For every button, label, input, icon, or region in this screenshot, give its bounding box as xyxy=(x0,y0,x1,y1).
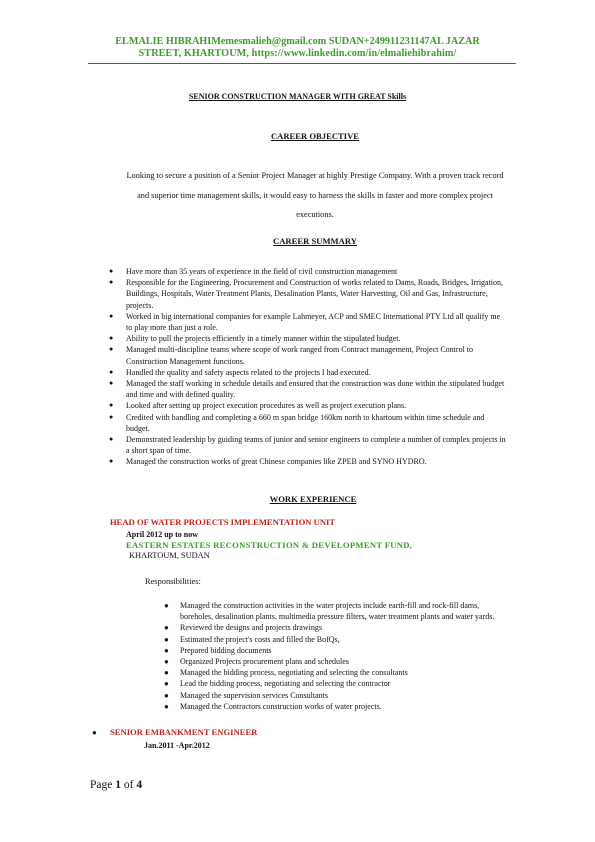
job-title-2: SENIOR EMBANKMENT ENGINEER xyxy=(110,727,258,737)
resume-title: SENIOR CONSTRUCTION MANAGER WITH GREAT Skills xyxy=(188,92,407,101)
job-date-2: Jan.2011 -Apr.2012 xyxy=(144,741,210,750)
page-total: 4 xyxy=(136,779,143,791)
summary-item-text: Responsible for the Engineering, Procurement and Construction of works related to Dams, Roads, Bridges, Irrigation, Buildings, Hospitals, Water Treatment Plants, Desalination Plants, Water Harvesting, Oil and Gas, Infrastructure, projects. xyxy=(126,278,504,310)
bullet-icon: ● xyxy=(164,623,169,633)
responsibility-item-text: Prepared bidding documents xyxy=(180,645,272,655)
summary-item-text: Worked in big international companies for example Lahmeyer, ACP and SMEC International PTY Ltd all qualify me to play more than just a role. xyxy=(126,311,501,333)
summary-item-text: Have more than 35 years of experience in the field of civil construction management xyxy=(126,267,398,276)
summary-item-text: Managed multi-discipline teams where scope of work ranged from Contract management, Project Control to Construction Management functions. xyxy=(126,345,474,366)
responsibility-item-text: Managed the bidding process, negotiating and selecting the consultants xyxy=(180,668,408,678)
responsibility-item xyxy=(163,622,508,633)
page-word: Page xyxy=(90,779,113,791)
bullet-icon: ● xyxy=(164,701,169,711)
responsibility-item-text: Managed the supervision services Consultants xyxy=(180,690,328,700)
responsibility-item xyxy=(163,600,508,622)
summary-item-text: Managed the construction works of great Chinese companies like ZPEB and SYNO HYDRO. xyxy=(126,457,427,467)
bullet-icon: ● xyxy=(109,379,114,388)
bullet-icon: ● xyxy=(109,334,114,343)
summary-item xyxy=(108,378,508,400)
bullet-icon: ● xyxy=(92,728,97,737)
bullet-icon: ● xyxy=(164,690,169,700)
contact-header xyxy=(60,36,535,60)
bullet-icon: ● xyxy=(109,457,114,466)
job-date: April 2012 up to now xyxy=(126,530,199,539)
summary-item xyxy=(108,266,508,277)
of-word: of xyxy=(123,779,134,791)
summary-item-text: Handled the quality and safety aspects related to the projects I had executed. xyxy=(126,367,371,377)
summary-item-text: Demonstrated leadership by guiding teams of junior and senior engineers to complete a number of complex projects in a short span of time. xyxy=(126,435,506,456)
employer-name: EASTERN ESTATES RECONSTRUCTION & DEVELOPMENT FUND, xyxy=(126,540,413,550)
responsibility-item-text: Managed the construction activities in the water projects include earth-fill and rock-fill dams, boreholes, desalination plants, multimedia pressure filters, water treatment plants and water yards. xyxy=(180,601,495,622)
summary-item xyxy=(108,277,508,311)
bullet-icon: ● xyxy=(109,367,114,376)
contact-line-1: ELMALIE HIBRAHIMemesmalieh@gmail.com SUDAN+249911231147AL JAZAR xyxy=(115,36,480,47)
job-title: HEAD OF WATER PROJECTS IMPLEMENTATION UNIT xyxy=(110,517,336,527)
objective-text: Looking to secure a position of a Senior Project Manager at highly Prestige Company. With a proven track record and superior time management skills, it would easy to harness the skills in faster and more complex project executions. xyxy=(126,171,504,219)
bullet-icon: ● xyxy=(164,679,169,689)
responsibility-item-text: Reviewed the designs and projects drawings xyxy=(180,623,322,633)
summary-item xyxy=(108,311,508,333)
summary-item xyxy=(108,344,508,366)
responsibility-item-text: Estimated the project's costs and filled the BofQs, xyxy=(180,634,340,644)
summary-item xyxy=(108,367,508,378)
bullet-icon: ● xyxy=(164,657,169,667)
summary-item xyxy=(108,434,508,456)
bullet-icon: ● xyxy=(164,668,169,678)
job-location: KHARTOUM, SUDAN xyxy=(129,551,210,560)
header-divider xyxy=(88,63,516,64)
responsibility-item xyxy=(163,645,508,656)
summary-heading: CAREER SUMMARY xyxy=(273,236,357,246)
bullet-icon: ● xyxy=(109,412,114,421)
responsibility-item xyxy=(163,678,508,689)
responsibilities-label: Responsibilities: xyxy=(145,577,201,586)
responsibility-item xyxy=(163,690,508,701)
bullet-icon: ● xyxy=(164,634,169,644)
summary-list xyxy=(108,266,508,468)
summary-item-text: Credited with handling and completing a 660 m span bridge 160km north to khartoum within time schedule and budget. xyxy=(126,412,485,433)
summary-item-text: Managed the staff working in schedule details and ensured that the construction was done within the stipulated budget and time and with defined quality. xyxy=(126,379,505,400)
objective-heading: CAREER OBJECTIVE xyxy=(270,131,360,141)
bullet-icon: ● xyxy=(109,435,114,444)
bullet-icon: ● xyxy=(109,401,114,410)
contact-line-2: STREET, KHARTOUM, https://www.linkedin.com/in/elmaliehibrahim/ xyxy=(138,48,457,59)
bullet-icon: ● xyxy=(109,267,114,275)
responsibility-item-text: Lead the bidding process, negotiating and selecting the contractor xyxy=(180,679,391,689)
work-heading: WORK EXPERIENCE xyxy=(269,494,357,504)
responsibility-item xyxy=(163,667,508,678)
responsibility-item xyxy=(163,634,508,645)
bullet-icon: ● xyxy=(164,601,169,610)
summary-item-text: Ability to pull the projects efficiently in a timely manner within the stipulated budget. xyxy=(126,334,401,344)
summary-item xyxy=(108,456,508,467)
page-number: 1 xyxy=(115,779,121,791)
responsibility-item-text: Managed the Contractors construction works of water projects. xyxy=(180,701,382,711)
responsibility-item xyxy=(163,701,508,712)
summary-item xyxy=(108,412,508,434)
summary-item xyxy=(108,400,508,411)
responsibilities-list xyxy=(163,600,508,712)
responsibility-item xyxy=(163,656,508,667)
bullet-icon: ● xyxy=(109,311,114,320)
bullet-icon: ● xyxy=(109,345,114,354)
summary-item xyxy=(108,333,508,344)
bullet-icon: ● xyxy=(109,278,114,287)
summary-item-text: Looked after setting up project execution procedures as well as project execution plans. xyxy=(126,401,407,411)
page-footer xyxy=(90,779,142,791)
bullet-icon: ● xyxy=(164,645,169,655)
responsibility-item-text: Organized Projects procurement plans and schedules xyxy=(180,657,349,667)
